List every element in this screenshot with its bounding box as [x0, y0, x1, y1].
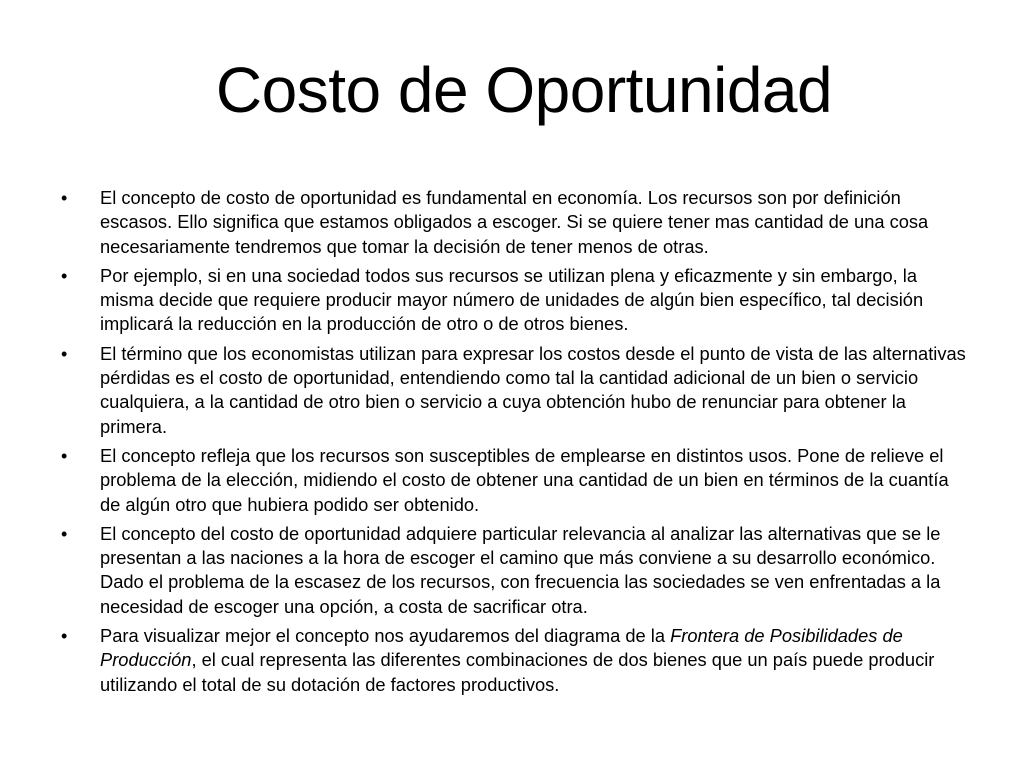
bullet-text-part: , el cual representa las diferentes combinaciones de dos bienes que un país puede producir utilizando el total de su dotación de factores productivos.	[100, 649, 935, 695]
bullet-item	[0, 342, 970, 439]
bullet-text: El concepto de costo de oportunidad es fundamental en economía. Los recursos son por definición escasos. Ello significa que estamos obligados a escoger. Si se quiere tener mas cantidad de una cosa necesariamente tendremos que tomar la decisión de tener menos de otras.	[100, 187, 929, 257]
bullet-text: El concepto refleja que los recursos son susceptibles de emplearse en distintos usos. Pone de relieve el problema de la elección, midiendo el costo de obtener una cantidad de un bien en términos de la cuantía de algún otro que hubiera podido ser obtenido.	[100, 444, 949, 515]
emphasized-term: Frontera de Posibilidades de Producción	[100, 625, 903, 671]
bullet-dot-icon: •	[61, 445, 68, 466]
bullet-text-part: Para visualizar mejor el concepto nos ayudaremos del diagrama de la	[100, 625, 671, 647]
bullet-item	[0, 444, 970, 517]
bullet-text: Por ejemplo, si en una sociedad todos sus recursos se utilizan plena y eficazmente y sin embargo, la misma decide que requiere producir mayor número de unidades de algún bien específico, tal decisión implicará la reducción en la producción de otro o de otros bienes.	[100, 264, 924, 335]
bullet-item	[0, 186, 970, 259]
bullet-item	[0, 522, 970, 619]
slide-title: Costo de Oportunidad	[215, 54, 833, 126]
bullet-dot-icon: •	[61, 343, 68, 364]
bullet-dot-icon: •	[61, 626, 68, 647]
bullet-text	[100, 625, 934, 695]
bullet-text: El término que los economistas utilizan para expresar los costos desde el punto de vista de las alternativas pérdidas es el costo de oportunidad, entendiendo como tal la cantidad adicional de un bien o servicio cualquiera, a la cantidad de otro bien o servicio a cuya obtención hubo de renunciar para obtener la primera.	[100, 342, 966, 437]
bullet-item	[0, 624, 970, 697]
bullet-dot-icon: •	[61, 265, 68, 286]
bullet-list	[0, 186, 1024, 702]
bullet-dot-icon: •	[61, 523, 68, 544]
bullet-dot-icon: •	[61, 188, 68, 208]
bullet-text: El concepto del costo de oportunidad adquiere particular relevancia al analizar las alternativas que se le presentan a las naciones a la hora de escoger el camino que más conviene a su desarrollo económico. Dado el problema de la escasez de los recursos, con frecuencia las sociedades se ven enfrentadas a la necesidad de escoger una opción, a costa de sacrificar otra.	[100, 522, 941, 617]
bullet-item	[0, 264, 970, 337]
